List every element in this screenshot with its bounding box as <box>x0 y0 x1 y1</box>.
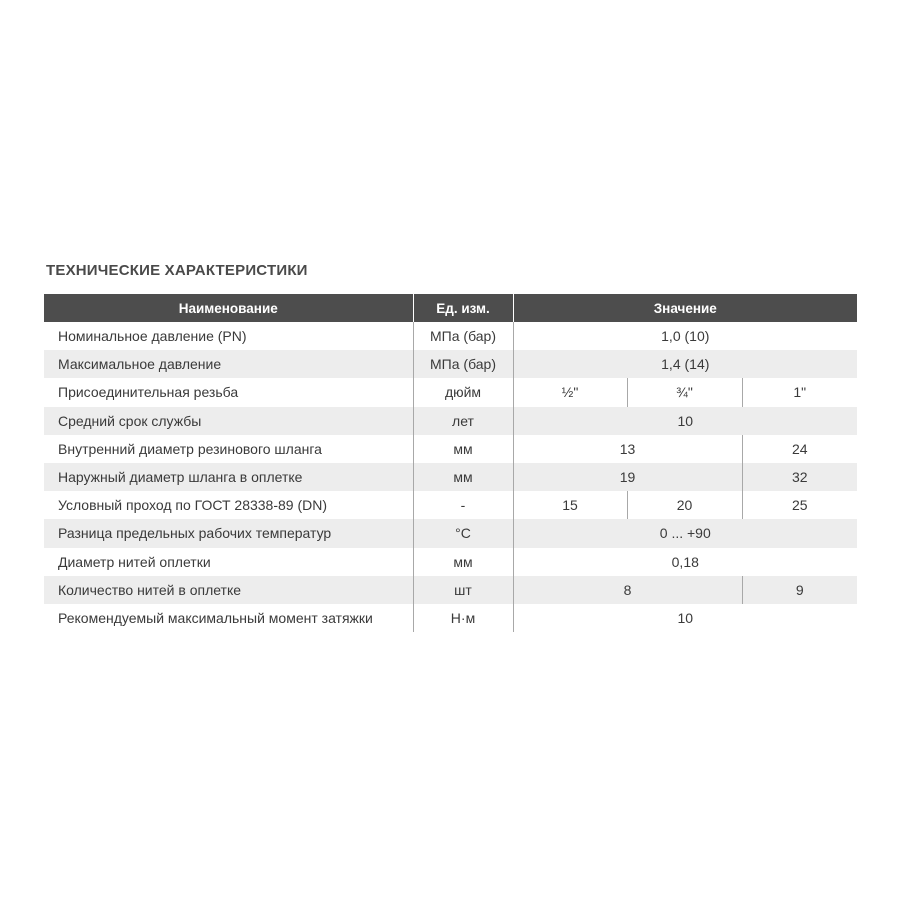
row-name: Номинальное давление (PN) <box>44 322 413 350</box>
row-unit: МПа (бар) <box>413 350 513 378</box>
row-value-3: 32 <box>742 463 857 491</box>
row-value-3: 9 <box>742 576 857 604</box>
row-unit: Н·м <box>413 604 513 632</box>
row-value-12: 19 <box>513 463 742 491</box>
row-value-3: 24 <box>742 435 857 463</box>
row-unit: °С <box>413 519 513 547</box>
row-value-1: ½" <box>513 378 627 406</box>
table-row <box>44 435 857 463</box>
row-unit: лет <box>413 407 513 435</box>
row-value-3: 25 <box>742 491 857 519</box>
row-unit: мм <box>413 548 513 576</box>
row-value-2: ¾" <box>627 378 742 406</box>
row-name: Средний срок службы <box>44 407 413 435</box>
row-name: Диаметр нитей оплетки <box>44 548 413 576</box>
row-value: 10 <box>513 407 857 435</box>
row-value-12: 8 <box>513 576 742 604</box>
row-name: Количество нитей в оплетке <box>44 576 413 604</box>
row-value-3: 1" <box>742 378 857 406</box>
table-row <box>44 491 857 519</box>
row-value: 10 <box>513 604 857 632</box>
section-title: ТЕХНИЧЕСКИЕ ХАРАКТЕРИСТИКИ <box>46 262 308 279</box>
row-value-12: 13 <box>513 435 742 463</box>
table-row <box>44 350 857 378</box>
row-name: Внутренний диаметр резинового шланга <box>44 435 413 463</box>
table-row <box>44 519 857 547</box>
row-name: Присоединительная резьба <box>44 378 413 406</box>
row-value: 1,0 (10) <box>513 322 857 350</box>
row-value: 0,18 <box>513 548 857 576</box>
row-unit: мм <box>413 463 513 491</box>
table-row <box>44 576 857 604</box>
row-unit: МПа (бар) <box>413 322 513 350</box>
row-unit: мм <box>413 435 513 463</box>
row-unit: - <box>413 491 513 519</box>
row-name: Разница предельных рабочих температур <box>44 519 413 547</box>
header-name: Наименование <box>44 294 413 322</box>
header-unit: Ед. изм. <box>413 294 513 322</box>
spec-table <box>44 294 857 632</box>
row-unit: дюйм <box>413 378 513 406</box>
row-name: Рекомендуемый максимальный момент затяжки <box>44 604 413 632</box>
table-row <box>44 407 857 435</box>
table-row <box>44 604 857 632</box>
row-value-2: 20 <box>627 491 742 519</box>
table-row <box>44 378 857 406</box>
table-row <box>44 463 857 491</box>
table-row <box>44 322 857 350</box>
row-value: 0 ... +90 <box>513 519 857 547</box>
row-unit: шт <box>413 576 513 604</box>
row-value-1: 15 <box>513 491 627 519</box>
header-value: Значение <box>513 294 857 322</box>
row-value: 1,4 (14) <box>513 350 857 378</box>
table-header-row <box>44 294 857 322</box>
table-row <box>44 548 857 576</box>
row-name: Условный проход по ГОСТ 28338-89 (DN) <box>44 491 413 519</box>
row-name: Максимальное давление <box>44 350 413 378</box>
row-name: Наружный диаметр шланга в оплетке <box>44 463 413 491</box>
